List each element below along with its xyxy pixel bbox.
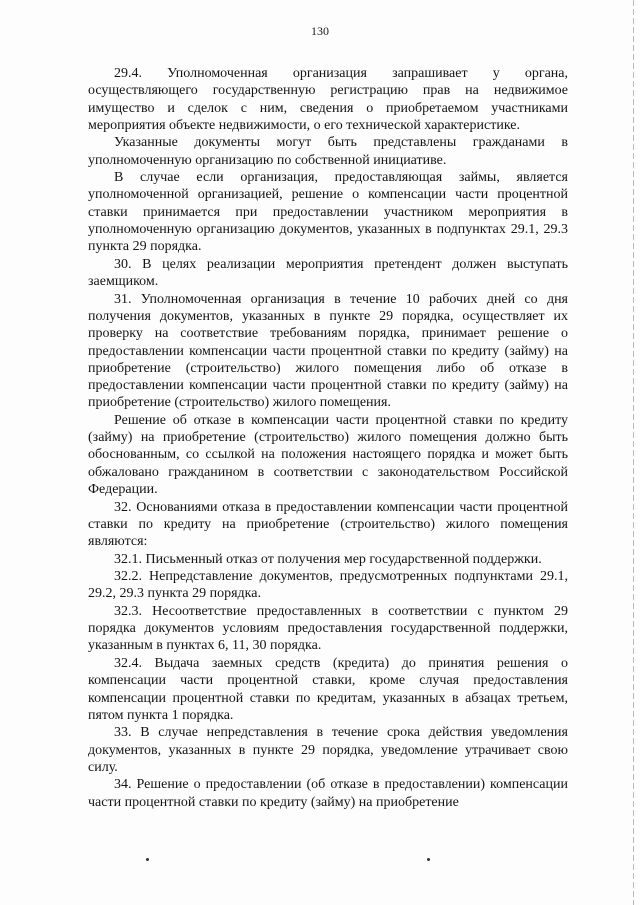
paragraph-33: 33. В случае непредставления в течение срока действия уведомления документов, указанных в пункте 29 порядка, уведомление утрачивает свою силу. <box>88 725 568 775</box>
paragraph-32-1: 32.1. Письменный отказ от получения мер государственной поддержки. <box>114 551 542 567</box>
paragraph-32-2: 32.2. Непредставление документов, предусмотренных подпунктами 29.1, 29.2, 29.3 пункта 29 порядка. <box>88 569 568 602</box>
page-number: 130 <box>311 24 329 38</box>
paragraph-lender-case: В случае если организация, предоставляющая займы, является уполномоченной организацией, решение о компенсации части процентной ставки принимается при предоставлении участником мероприятия в уполномоченную организацию документов, указанных в подпунктах 29.1, 29.3 пункта 29 порядка. <box>88 170 568 255</box>
page-edge-line <box>633 0 634 905</box>
paragraph-documents-initiative: Указанные документы могут быть представлены гражданами в уполномоченную организацию по собственной инициативе. <box>88 135 568 168</box>
paragraph-32-4: 32.4. Выдача заемных средств (кредита) до принятия решения о компенсации части процентной ставки, кроме случая предоставления компенсации процентной ставки по кредитам, указанных в абзацах третьем, пятом пункта 1 порядка. <box>88 655 568 723</box>
paragraph-32: 32. Основаниями отказа в предоставлении компенсации части процентной ставки по кредиту на приобретение (строительство) жилого помещения являются: <box>88 499 568 550</box>
paragraph-32-3: 32.3. Несоответствие предоставленных в соответствии с пунктом 29 порядка документов условиям предоставления государственной поддержки, указанным в пунктах 6, 11, 30 порядка. <box>88 603 568 654</box>
document-body <box>88 65 568 811</box>
scan-speck <box>146 858 149 861</box>
paragraph-30: 30. В целях реализации мероприятия претендент должен выступать заемщиком. <box>88 256 568 290</box>
paragraph-31: 31. Уполномоченная организация в течение 10 рабочих дней со дня получения документов, указанных в пункте 29 порядка, осуществляет их проверку на соответствие требованиям порядка, принимает решение о предоставлении компенсации части процентной ставки по кредиту (займу) на приобретение (строительство) жилого помещения либо об отказе в предоставлении компенсации части процентной ставки по кредиту (займу) на приобретение (строительство) жилого помещения. <box>88 291 568 411</box>
scan-speck <box>427 858 430 861</box>
paragraph-29-4: 29.4. Уполномоченная организация запрашивает у органа, осуществляющего государственную регистрацию прав на недвижимое имущество и сделок с ним, сведения о приобретаемом участниками мероприятия объекте недвижимости, о его технической характеристике. <box>88 66 568 133</box>
paragraph-34: 34. Решение о предоставлении (об отказе в предоставлении) компенсации части процентной ставки по кредиту (займу) на приобретение <box>88 777 568 810</box>
paragraph-refusal-decision: Решение об отказе в компенсации части процентной ставки по кредиту (займу) на приобретение (строительство) жилого помещения должно быть обоснованным, со ссылкой на положения настоящего порядка и может быть обжаловано гражданином в соответствии с законодательством Российской Федерации. <box>88 412 568 498</box>
